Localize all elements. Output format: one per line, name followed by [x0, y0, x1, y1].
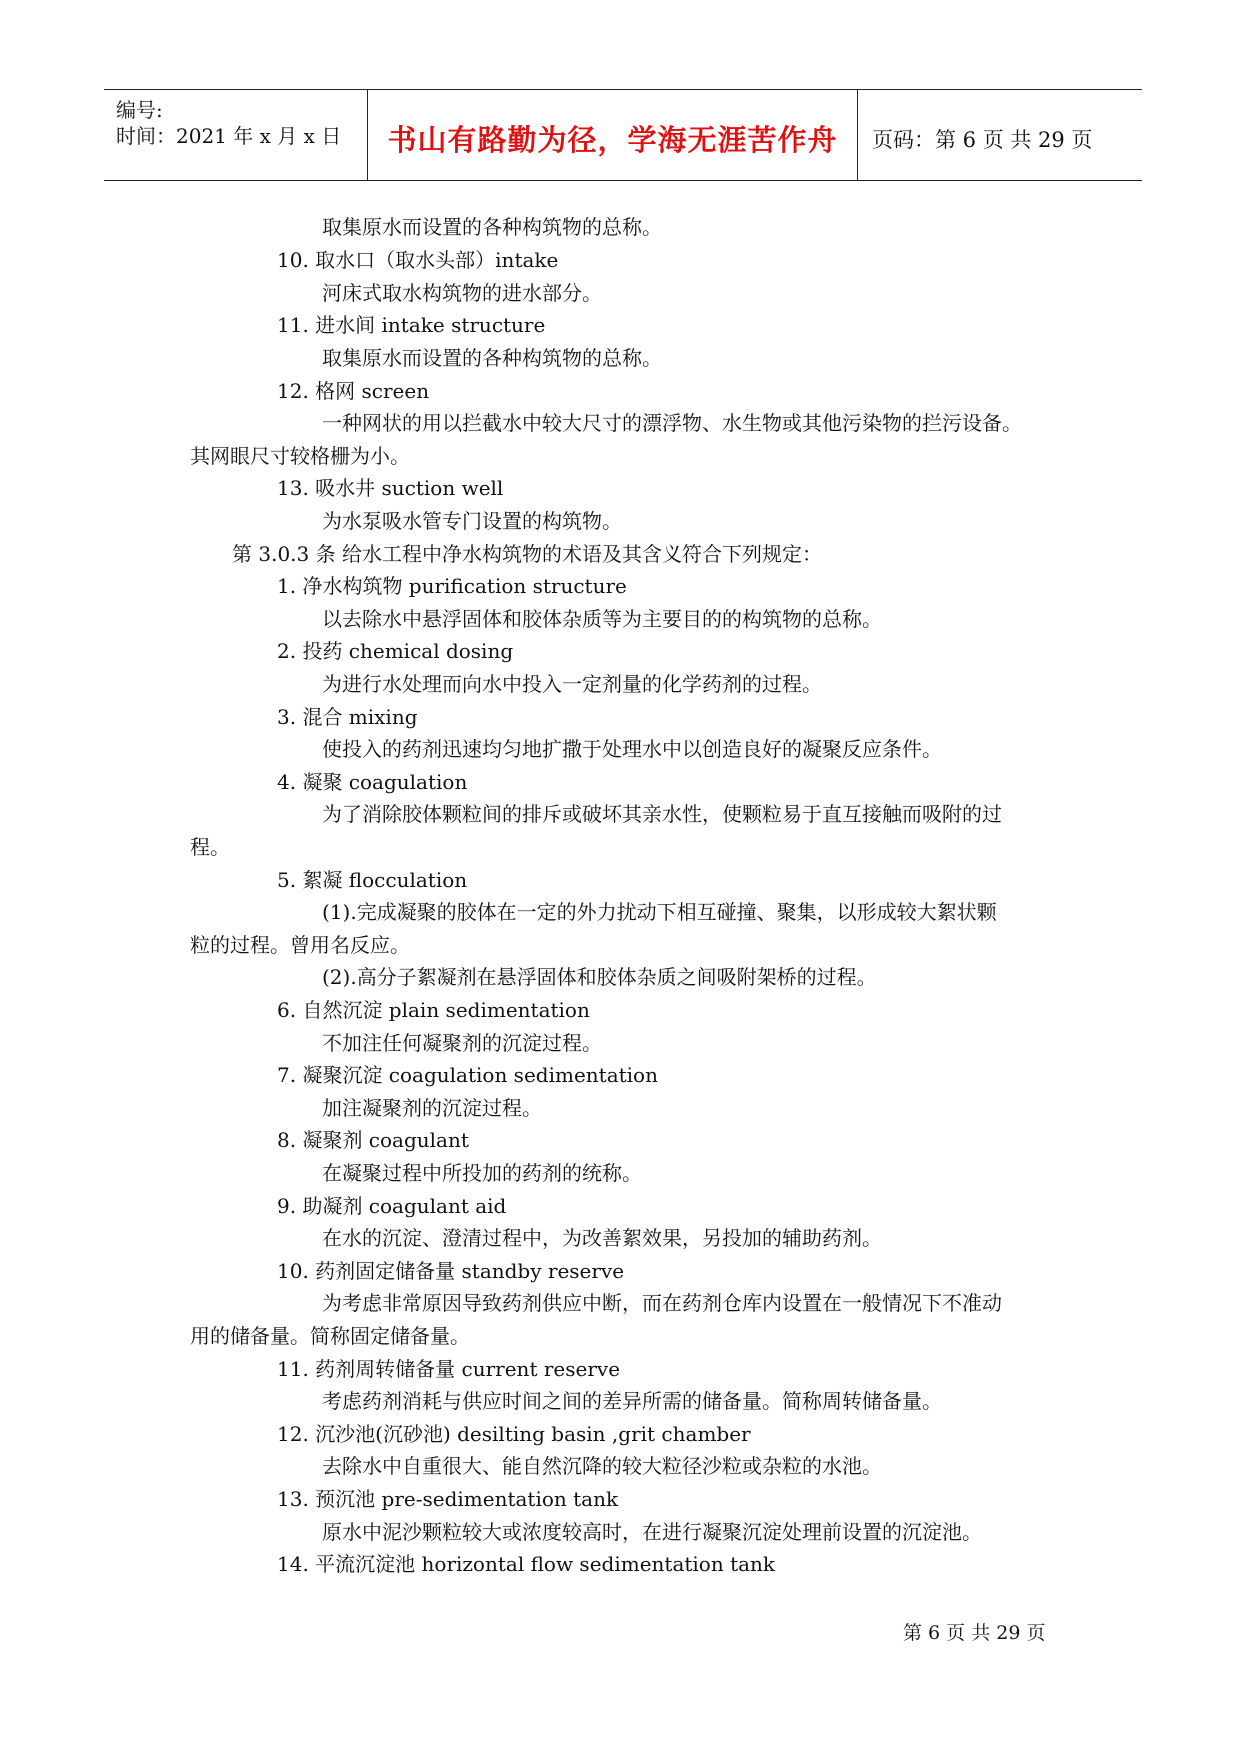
clause-heading: 第 3.0.3 条 给水工程中净水构筑物的术语及其含义符合下列规定： — [232, 542, 822, 566]
text-line: 用的储备量。简称固定储备量。 — [190, 1324, 470, 1348]
header-page-code: 页码：第 6 页 共 29 页 — [872, 128, 1093, 152]
serial-number-label: 编号: — [116, 98, 163, 122]
text-line: 原水中泥沙颗粒较大或浓度较高时，在进行凝聚沉淀处理前设置的沉淀池。 — [322, 1520, 982, 1544]
term-heading: 7. 凝聚沉淀 coagulation sedimentation — [277, 1063, 658, 1087]
term-heading: 12. 沉沙池(沉砂池) desilting basin ,grit chamber — [277, 1422, 751, 1446]
text-line: 加注凝聚剂的沉淀过程。 — [322, 1096, 542, 1120]
term-heading: 4. 凝聚 coagulation — [277, 770, 468, 794]
term-heading: 5. 絮凝 flocculation — [277, 868, 468, 892]
page-footer-number: 第 6 页 共 29 页 — [903, 1622, 1046, 1644]
term-heading: 1. 净水构筑物 purification structure — [277, 574, 627, 598]
text-line: 取集原水而设置的各种构筑物的总称。 — [322, 346, 662, 370]
term-heading: 10. 药剂固定储备量 standby reserve — [277, 1259, 625, 1283]
text-line: 在水的沉淀、澄清过程中，为改善絮效果，另投加的辅助药剂。 — [322, 1226, 882, 1250]
text-line: 程。 — [190, 835, 230, 859]
text-line: 以去除水中悬浮固体和胶体杂质等为主要目的的构筑物的总称。 — [322, 607, 882, 631]
text-line: 去除水中自重很大、能自然沉降的较大粒径沙粒或杂粒的水池。 — [322, 1454, 882, 1478]
term-heading: 13. 预沉池 pre-sedimentation tank — [277, 1487, 619, 1511]
text-line: 考虑药剂消耗与供应时间之间的差异所需的储备量。简称周转储备量。 — [322, 1389, 942, 1413]
text-line: 为了消除胶体颗粒间的排斥或破坏其亲水性，使颗粒易于直互接触而吸附的过 — [322, 802, 1002, 826]
text-line: 其网眼尺寸较格栅为小。 — [190, 444, 410, 468]
term-heading: 10. 取水口（取水头部）intake — [277, 248, 559, 272]
term-heading: 11. 药剂周转储备量 current reserve — [277, 1357, 621, 1381]
time-label: 时间：2021 年 x 月 x 日 — [116, 124, 342, 148]
text-line: 河床式取水构筑物的进水部分。 — [322, 281, 602, 305]
text-line: 为考虑非常原因导致药剂供应中断，而在药剂仓库内设置在一般情况下不准动 — [322, 1291, 1002, 1315]
text-line: 在凝聚过程中所投加的药剂的统称。 — [322, 1161, 642, 1185]
term-heading: 3. 混合 mixing — [277, 705, 418, 729]
term-heading: 14. 平流沉淀池 horizontal flow sedimentation tank — [277, 1552, 776, 1576]
text-line: 为进行水处理而向水中投入一定剂量的化学药剂的过程。 — [322, 672, 822, 696]
term-heading: 6. 自然沉淀 plain sedimentation — [277, 998, 590, 1022]
term-heading: 13. 吸水井 suction well — [277, 476, 504, 500]
text-line: 不加注任何凝聚剂的沉淀过程。 — [322, 1031, 602, 1055]
text-line: (1).完成凝聚的胶体在一定的外力扰动下相互碰撞、聚集，以形成较大絮状颗 — [322, 900, 997, 924]
term-heading: 8. 凝聚剂 coagulant — [277, 1128, 469, 1152]
term-heading: 12. 格网 screen — [277, 379, 430, 403]
term-heading: 9. 助凝剂 coagulant aid — [277, 1194, 507, 1218]
text-line: 使投入的药剂迅速均匀地扩撒于处理水中以创造良好的凝聚反应条件。 — [322, 737, 942, 761]
text-line: 为水泵吸水管专门设置的构筑物。 — [322, 509, 622, 533]
text-line: 取集原水而设置的各种构筑物的总称。 — [322, 215, 662, 239]
text-line: 一种网状的用以拦截水中较大尺寸的漂浮物、水生物或其他污染物的拦污设备。 — [322, 411, 1022, 435]
term-heading: 2. 投药 chemical dosing — [277, 639, 514, 663]
text-line: (2).高分子絮凝剂在悬浮固体和胶体杂质之间吸附架桥的过程。 — [322, 965, 877, 989]
text-line: 粒的过程。曾用名反应。 — [190, 933, 410, 957]
header-motto: 书山有路勤为径，学海无涯苦作舟 — [387, 123, 838, 157]
term-heading: 11. 进水间 intake structure — [277, 313, 546, 337]
